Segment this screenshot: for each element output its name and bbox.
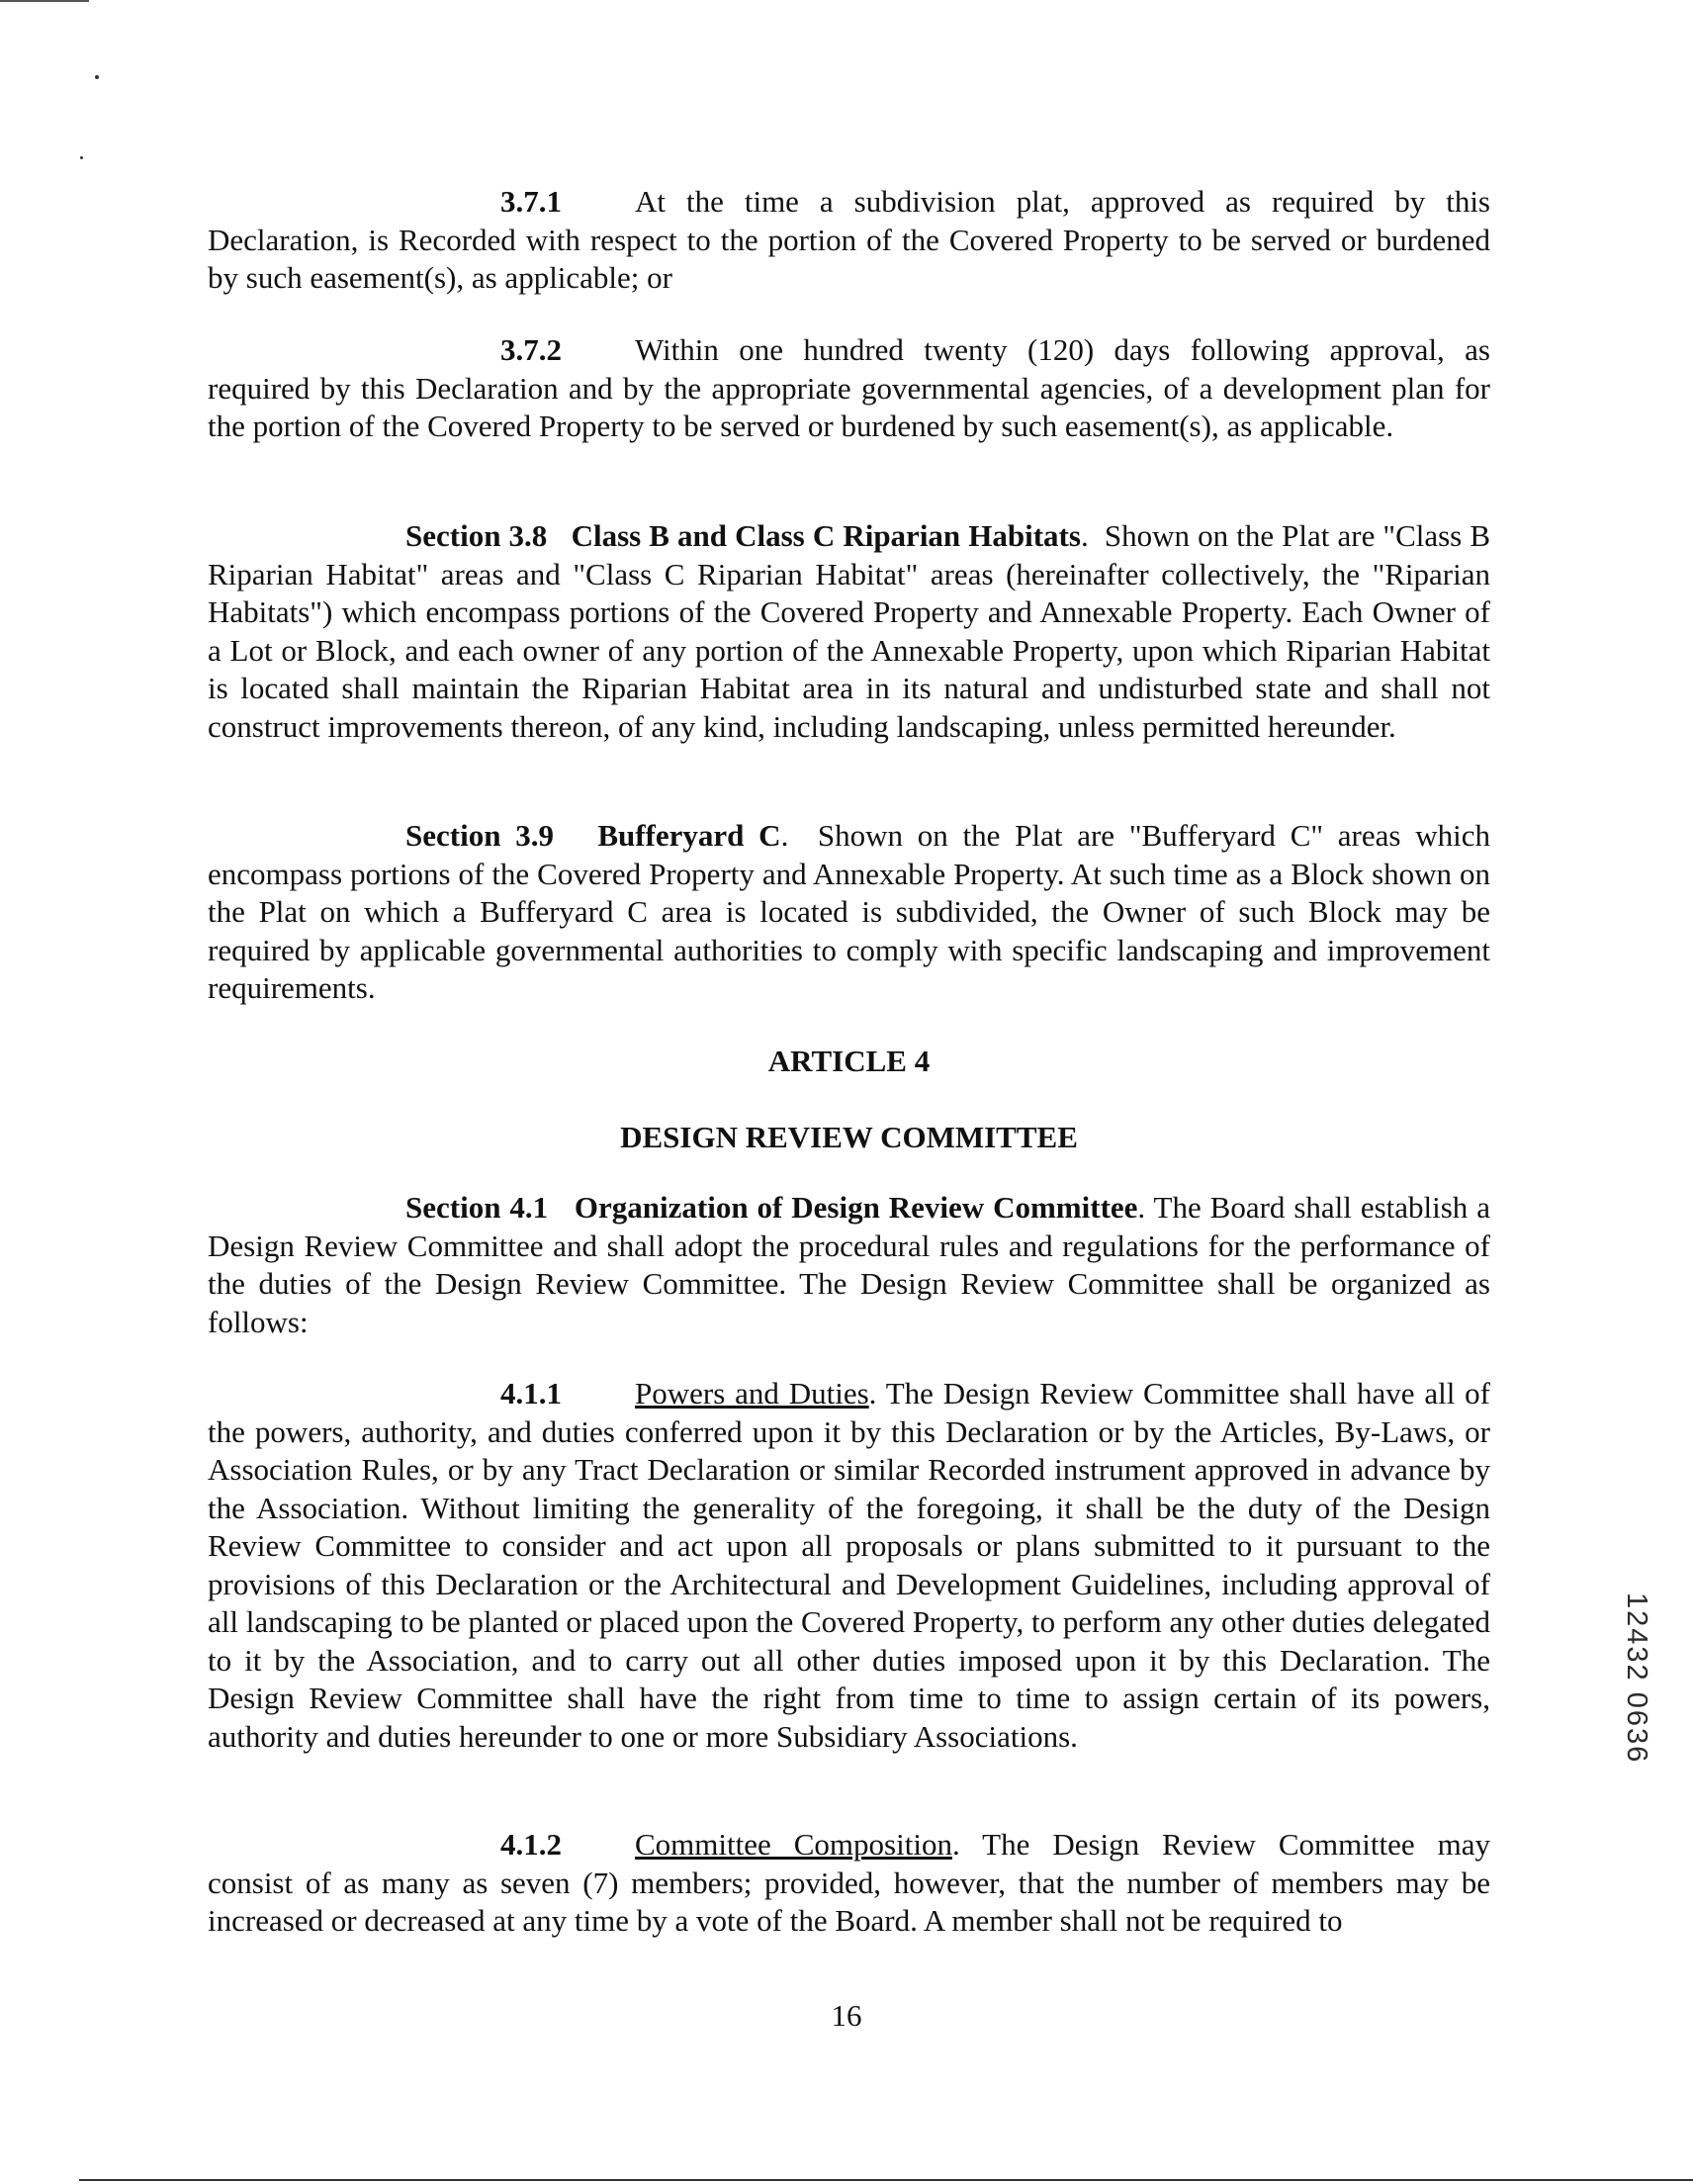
section-text: Shown on the Plat are "Class B Riparian Habitat" areas and "Class C Riparian Habitat" areas (hereinafter collectively, the "Riparian Habitats") which encompass portions of the Covered Property and Annexable Property. Each Owner of a Lot or Block, and each owner of any portion of the Annexable Property, upon which Riparian Habitat is located shall maintain the Riparian Habitat area in its natural and undisturbed state and shall not construct improvements thereon, of any kind, including landscaping, unless permitted hereunder.: [208, 518, 1491, 744]
paragraph-heading: Powers and Duties: [635, 1376, 869, 1410]
paragraph-3-7-2: [208, 331, 1490, 446]
paragraph-number: 3.7.2: [500, 332, 562, 367]
paragraph-number: 3.7.1: [500, 184, 562, 219]
recording-stamp: 12432 0636: [1621, 1592, 1652, 1765]
section-title: Class B and Class C Riparian Habitats: [571, 518, 1081, 553]
scan-edge-top: [0, 0, 89, 2]
section-4-1: Section 4.1 Organization of Design Review Committee. The Board shall establish a Design Review Committee and shall adopt the procedural rules and regulations for the performance of the duties of the Design Review Committee. The Design Review Committee shall be organized as follows:: [208, 1190, 1490, 1339]
section-title: Bufferyard C: [597, 818, 781, 853]
scan-edge-bottom: [79, 2179, 1693, 2181]
paragraph-number: 4.1.2: [500, 1827, 562, 1862]
paragraph-text: At the time a subdivision plat, approved as required by this Declaration, is Recorded with respect to the portion of the Covered Property to be served or burdened by such easement(s), as applicable; or: [208, 184, 1490, 295]
scan-speck: [80, 156, 83, 159]
paragraph-text: The Design Review Committee shall have all of the powers, authority, and duties conferred upon it by this Declaration or by the Articles, By-Laws, or Association Rules, or by any Tract Declaration or similar Recorded instrument approved in advance by the Association. Without limiting the generality of the foregoing, it shall be the duty of the Design Review Committee to consider and act upon all proposals or plans submitted to it pursuant to the provisions of this Declaration or the Architectural and Development Guidelines, including approval of all landscaping to be planted or placed upon the Covered Property, to perform any other duties delegated to it by the Association, and to carry out all other duties imposed upon it by this Declaration. The Design Review Committee shall have the right from time to time to assign certain of its powers, authority and duties hereunder to one or more Subsidiary Associations.: [208, 1376, 1490, 1754]
article-title: DESIGN REVIEW COMMITTEE: [620, 1120, 1078, 1154]
section-text: The Board shall establish a Design Review Committee and shall adopt the procedural rules and regulations for the performance of the duties of the Design Review Committee. The Design Review Committee shall be organized as follows:: [208, 1190, 1490, 1339]
section-label: Section 3.9: [405, 818, 554, 853]
section-title: Organization of Design Review Committee: [574, 1190, 1138, 1225]
section-text: Shown on the Plat are "Bufferyard C" areas which encompass portions of the Covered Property and Annexable Property. At such time as a Block shown on the Plat on which a Bufferyard C area is located is subdivided, the Owner of such Block may be required by applicable governmental authorities to comply with specific landscaping and improvement requirements.: [208, 818, 1491, 1005]
section-label: Section 4.1: [405, 1190, 549, 1225]
page-number: 16: [831, 1998, 862, 2033]
section-3-9: Section 3.9 Bufferyard C. Shown on the Plat are "Bufferyard C" areas which encompass portions of the Covered Property and Annexable Property. At such time as a Block shown on the Plat on which a Bufferyard C area is located is subdivided, the Owner of such Block may be required by applicable governmental authorities to comply with specific landscaping and improvement requirements.: [208, 818, 1491, 1005]
section-3-8: Section 3.8 Class B and Class C Riparian Habitats. Shown on the Plat are "Class B Riparian Habitat" areas and "Class C Riparian Habitat" areas (hereinafter collectively, the "Riparian Habitats") which encompass portions of the Covered Property and Annexable Property. Each Owner of a Lot or Block, and each owner of any portion of the Annexable Property, upon which Riparian Habitat is located shall maintain the Riparian Habitat area in its natural and undisturbed state and shall not construct improvements thereon, of any kind, including landscaping, unless permitted hereunder.: [208, 518, 1491, 744]
scan-speck: [95, 75, 99, 79]
paragraph-4-1-1: 4.1.1 Powers and Duties. The Design Review Committee shall have all of the powers, authority, and duties conferred upon it by this Declaration or by the Articles, By-Laws, or Association Rules, or by any Tract Declaration or similar Recorded instrument approved in advance by the Association. Without limiting the generality of the foregoing, it shall be the duty of the Design Review Committee to consider and act upon all proposals or plans submitted to it pursuant to the provisions of this Declaration or the Architectural and Development Guidelines, including approval of all landscaping to be planted or placed upon the Covered Property, to perform any other duties delegated to it by the Association, and to carry out all other duties imposed upon it by this Declaration. The Design Review Committee shall have the right from time to time to assign certain of its powers, authority and duties hereunder to one or more Subsidiary Associations.: [208, 1376, 1490, 1754]
paragraph-heading: Committee Composition: [635, 1827, 952, 1862]
paragraph-3-7-1: [208, 183, 1490, 298]
paragraph-number: 4.1.1: [500, 1376, 562, 1410]
paragraph-4-1-2: 4.1.2 Committee Composition. The Design Review Committee may consist of as many as seven (7) members; provided, however, that the number of members may be increased or decreased at any time by a vote of the Board. A member shall not be required to: [208, 1827, 1490, 1938]
paragraph-text: The Design Review Committee may consist of as many as seven (7) members; provided, however, that the number of members may be increased or decreased at any time by a vote of the Board. A member shall not be required to: [208, 1827, 1490, 1938]
section-label: Section 3.8: [405, 518, 548, 553]
paragraph-text: Within one hundred twenty (120) days following approval, as required by this Declaration and by the appropriate governmental agencies, of a development plan for the portion of the Covered Property to be served or burdened by such easement(s), as applicable.: [208, 332, 1490, 443]
article-number: ARTICLE 4: [767, 1044, 931, 1078]
